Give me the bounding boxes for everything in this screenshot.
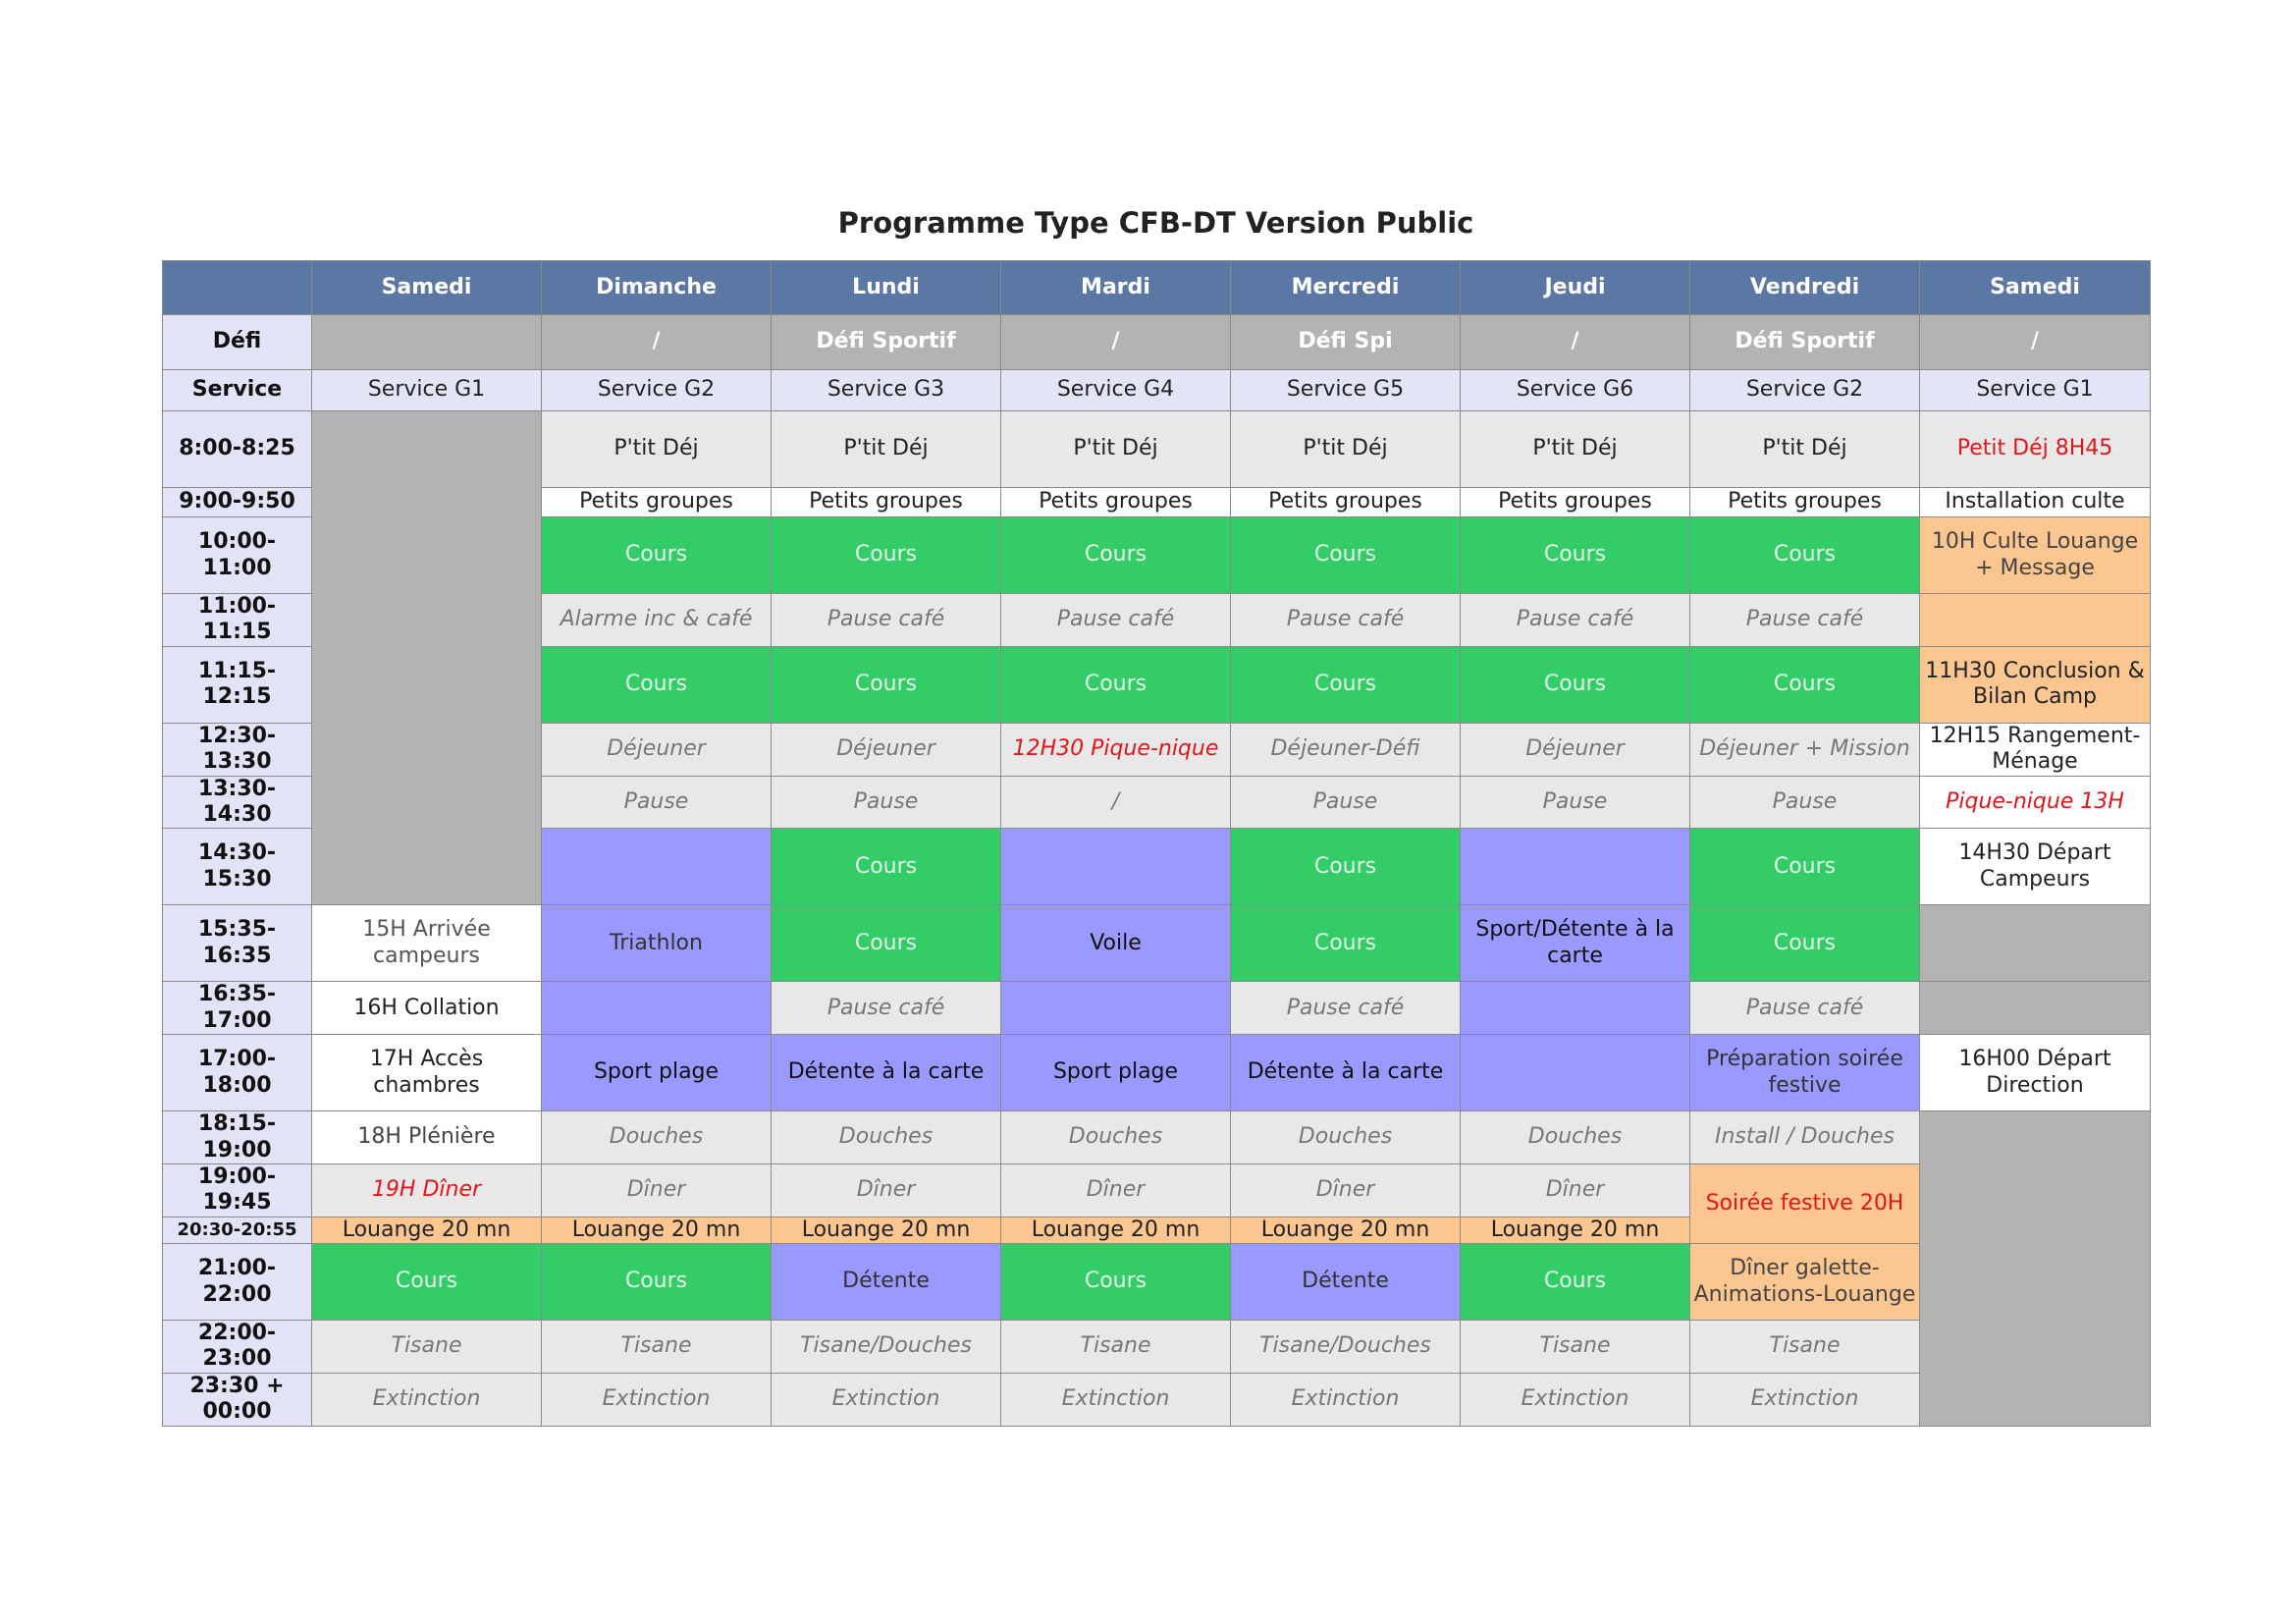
slot-cell: Pause café: [1231, 594, 1461, 647]
slot-cell: Triathlon: [542, 905, 772, 982]
slot-cell: Louange 20 mn: [1001, 1217, 1231, 1243]
time-row: [163, 1373, 2151, 1426]
slot-cell: Dîner: [1001, 1163, 1231, 1217]
slot-cell: Pause café: [1690, 982, 1920, 1035]
service-cell: Service G5: [1231, 370, 1461, 411]
slot-cell: Détente à la carte: [772, 1035, 1001, 1111]
slot-cell: Cours: [772, 646, 1001, 723]
slot-cell: Détente à la carte: [1231, 1035, 1461, 1111]
slot-cell: 14H30 Départ Campeurs: [1920, 829, 2151, 905]
slot-cell: Extinction: [1690, 1373, 1920, 1426]
slot-cell: Cours: [1231, 517, 1461, 594]
blocked-cell: [1920, 1111, 2151, 1427]
slot-cell: 10H Culte Louange + Message: [1920, 517, 2151, 594]
slot-cell: P'tit Déj: [1001, 411, 1231, 488]
slot-cell: 18H Plénière: [312, 1111, 542, 1164]
slot-cell: Cours: [542, 517, 772, 594]
slot-cell: Dîner: [542, 1163, 772, 1217]
slot-cell: 15H Arrivée campeurs: [312, 905, 542, 982]
slot-cell: Tisane/Douches: [1231, 1321, 1461, 1374]
slot-cell: Extinction: [1001, 1373, 1231, 1426]
day-header: Vendredi: [1690, 261, 1920, 315]
slot-cell: Sport plage: [542, 1035, 772, 1111]
time-label: 20:30-20:55: [163, 1217, 312, 1243]
slot-cell: Sport plage: [1001, 1035, 1231, 1111]
time-label: 17:00-18:00: [163, 1035, 312, 1111]
slot-cell: Pause: [1461, 776, 1690, 829]
slot-cell: P'tit Déj: [542, 411, 772, 488]
service-cell: Service G2: [1690, 370, 1920, 411]
slot-cell: Tisane: [1461, 1321, 1690, 1374]
slot-cell: Douches: [1461, 1111, 1690, 1164]
defi-cell: Défi Sportif: [772, 315, 1001, 370]
row-label: Défi: [163, 315, 312, 370]
slot-cell: Soirée festive 20H: [1690, 1163, 1920, 1243]
slot-cell: Pause: [772, 776, 1001, 829]
slot-cell: Cours: [312, 1244, 542, 1321]
day-header: Samedi: [1920, 261, 2151, 315]
slot-cell: Pause: [1690, 776, 1920, 829]
time-label: 11:00-11:15: [163, 594, 312, 647]
slot-cell: Petits groupes: [1461, 488, 1690, 517]
defi-cell: /: [1461, 315, 1690, 370]
slot-cell: Cours: [1001, 517, 1231, 594]
time-label: 23:30 + 00:00: [163, 1373, 312, 1426]
defi-cell: [312, 315, 542, 370]
slot-cell: 11H30 Conclusion & Bilan Camp: [1920, 646, 2151, 723]
slot-cell: Petit Déj 8H45: [1920, 411, 2151, 488]
slot-cell: Installation culte: [1920, 488, 2151, 517]
time-label: 16:35-17:00: [163, 982, 312, 1035]
slot-cell: Louange 20 mn: [1231, 1217, 1461, 1243]
slot-cell: Dîner: [1231, 1163, 1461, 1217]
slot-cell: P'tit Déj: [772, 411, 1001, 488]
slot-cell: Cours: [1231, 829, 1461, 905]
defi-cell: /: [542, 315, 772, 370]
slot-cell: Déjeuner-Défi: [1231, 723, 1461, 776]
time-row: [163, 1111, 2151, 1164]
slot-cell: Cours: [1231, 905, 1461, 982]
row-label: Service: [163, 370, 312, 411]
time-row: [163, 1035, 2151, 1111]
slot-cell: 16H00 Départ Direction: [1920, 1035, 2151, 1111]
slot-cell: Pause café: [1001, 594, 1231, 647]
time-label: 10:00-11:00: [163, 517, 312, 594]
slot-cell: Louange 20 mn: [542, 1217, 772, 1243]
slot-cell: Cours: [772, 905, 1001, 982]
slot-cell: Petits groupes: [772, 488, 1001, 517]
slot-cell: P'tit Déj: [1461, 411, 1690, 488]
defi-cell: Défi Spi: [1231, 315, 1461, 370]
slot-cell: Détente: [772, 1244, 1001, 1321]
slot-cell: 12H30 Pique-nique: [1001, 723, 1231, 776]
slot-cell: 19H Dîner: [312, 1163, 542, 1217]
slot-cell: Petits groupes: [542, 488, 772, 517]
slot-cell: Sport/Détente à la carte: [1461, 905, 1690, 982]
slot-cell: [1001, 982, 1231, 1035]
time-label: 18:15-19:00: [163, 1111, 312, 1164]
slot-cell: Voile: [1001, 905, 1231, 982]
slot-cell: Cours: [1461, 517, 1690, 594]
service-cell: Service G3: [772, 370, 1001, 411]
slot-cell: Extinction: [1461, 1373, 1690, 1426]
slot-cell: Déjeuner: [772, 723, 1001, 776]
slot-cell: Pause café: [1461, 594, 1690, 647]
slot-cell: Cours: [1690, 517, 1920, 594]
slot-cell: Louange 20 mn: [312, 1217, 542, 1243]
header-row: [163, 261, 2151, 315]
slot-cell: Douches: [542, 1111, 772, 1164]
slot-cell: Cours: [542, 646, 772, 723]
slot-cell: Pique-nique 13H: [1920, 776, 2151, 829]
slot-cell: Tisane: [1001, 1321, 1231, 1374]
service-row: [163, 370, 2151, 411]
slot-cell: Tisane: [1690, 1321, 1920, 1374]
blocked-cell: [312, 411, 542, 905]
slot-cell: [1461, 829, 1690, 905]
slot-cell: Cours: [1001, 646, 1231, 723]
slot-cell: Dîner: [772, 1163, 1001, 1217]
slot-cell: Cours: [772, 517, 1001, 594]
slot-cell: Douches: [1001, 1111, 1231, 1164]
service-cell: Service G6: [1461, 370, 1690, 411]
slot-cell: Dîner: [1461, 1163, 1690, 1217]
slot-cell: Petits groupes: [1001, 488, 1231, 517]
slot-cell: Louange 20 mn: [1461, 1217, 1690, 1243]
slot-cell: Cours: [1001, 1244, 1231, 1321]
slot-cell: Pause café: [772, 594, 1001, 647]
schedule-table: [162, 260, 2151, 1427]
slot-cell: [1461, 982, 1690, 1035]
time-label: 12:30-13:30: [163, 723, 312, 776]
slot-cell: Pause café: [1690, 594, 1920, 647]
slot-cell: Cours: [1690, 829, 1920, 905]
time-row: [163, 1244, 2151, 1321]
day-header: Mardi: [1001, 261, 1231, 315]
slot-cell: 16H Collation: [312, 982, 542, 1035]
service-cell: Service G1: [312, 370, 542, 411]
slot-cell: 17H Accès chambres: [312, 1035, 542, 1111]
corner-cell: [163, 261, 312, 315]
slot-cell: Cours: [772, 829, 1001, 905]
slot-cell: Pause café: [1231, 982, 1461, 1035]
slot-cell: Install / Douches: [1690, 1111, 1920, 1164]
defi-row: [163, 315, 2151, 370]
day-header: Lundi: [772, 261, 1001, 315]
slot-cell: [542, 829, 772, 905]
slot-cell: Préparation soirée festive: [1690, 1035, 1920, 1111]
slot-cell: P'tit Déj: [1231, 411, 1461, 488]
time-label: 22:00-23:00: [163, 1321, 312, 1374]
time-row: [163, 982, 2151, 1035]
defi-cell: /: [1001, 315, 1231, 370]
day-header: Jeudi: [1461, 261, 1690, 315]
slot-cell: Déjeuner + Mission: [1690, 723, 1920, 776]
time-row: [163, 1321, 2151, 1374]
slot-cell: 12H15 Rangement-Ménage: [1920, 723, 2151, 776]
slot-cell: Extinction: [542, 1373, 772, 1426]
slot-cell: Déjeuner: [542, 723, 772, 776]
slot-cell: Douches: [772, 1111, 1001, 1164]
defi-cell: /: [1920, 315, 2151, 370]
slot-cell: Cours: [1461, 1244, 1690, 1321]
time-label: 9:00-9:50: [163, 488, 312, 517]
time-label: 8:00-8:25: [163, 411, 312, 488]
slot-cell: Extinction: [312, 1373, 542, 1426]
slot-cell: Tisane: [312, 1321, 542, 1374]
slot-cell: Détente: [1231, 1244, 1461, 1321]
time-label: 15:35-16:35: [163, 905, 312, 982]
time-row: [163, 411, 2151, 488]
slot-cell: Louange 20 mn: [772, 1217, 1001, 1243]
time-label: 13:30-14:30: [163, 776, 312, 829]
slot-cell: [1920, 594, 2151, 647]
slot-cell: Tisane: [542, 1321, 772, 1374]
slot-cell: Déjeuner: [1461, 723, 1690, 776]
slot-cell: Cours: [1690, 646, 1920, 723]
slot-cell: Cours: [542, 1244, 772, 1321]
slot-cell: /: [1001, 776, 1231, 829]
day-header: Mercredi: [1231, 261, 1461, 315]
time-label: 11:15-12:15: [163, 646, 312, 723]
slot-cell: P'tit Déj: [1690, 411, 1920, 488]
slot-cell: Pause: [1231, 776, 1461, 829]
slot-cell: [1461, 1035, 1690, 1111]
slot-cell: Alarme inc & café: [542, 594, 772, 647]
page-title: Programme Type CFB-DT Version Public: [837, 206, 1474, 240]
day-header: Dimanche: [542, 261, 772, 315]
slot-cell: Cours: [1690, 905, 1920, 982]
slot-cell: Cours: [1231, 646, 1461, 723]
slot-cell: Extinction: [772, 1373, 1001, 1426]
day-header: Samedi: [312, 261, 542, 315]
time-row: [163, 905, 2151, 982]
slot-cell: Extinction: [1231, 1373, 1461, 1426]
blocked-cell: [1920, 982, 2151, 1035]
slot-cell: Douches: [1231, 1111, 1461, 1164]
service-cell: Service G1: [1920, 370, 2151, 411]
blocked-cell: [1920, 905, 2151, 982]
slot-cell: Pause café: [772, 982, 1001, 1035]
time-label: 14:30-15:30: [163, 829, 312, 905]
slot-cell: Cours: [1461, 646, 1690, 723]
slot-cell: Petits groupes: [1231, 488, 1461, 517]
slot-cell: Petits groupes: [1690, 488, 1920, 517]
slot-cell: [1001, 829, 1231, 905]
time-row: [163, 1163, 2151, 1217]
slot-cell: Tisane/Douches: [772, 1321, 1001, 1374]
time-label: 19:00-19:45: [163, 1163, 312, 1217]
time-label: 21:00-22:00: [163, 1244, 312, 1321]
service-cell: Service G2: [542, 370, 772, 411]
slot-cell: Pause: [542, 776, 772, 829]
service-cell: Service G4: [1001, 370, 1231, 411]
defi-cell: Défi Sportif: [1690, 315, 1920, 370]
slot-cell: [542, 982, 772, 1035]
slot-cell: Dîner galette-Animations-Louange: [1690, 1244, 1920, 1321]
